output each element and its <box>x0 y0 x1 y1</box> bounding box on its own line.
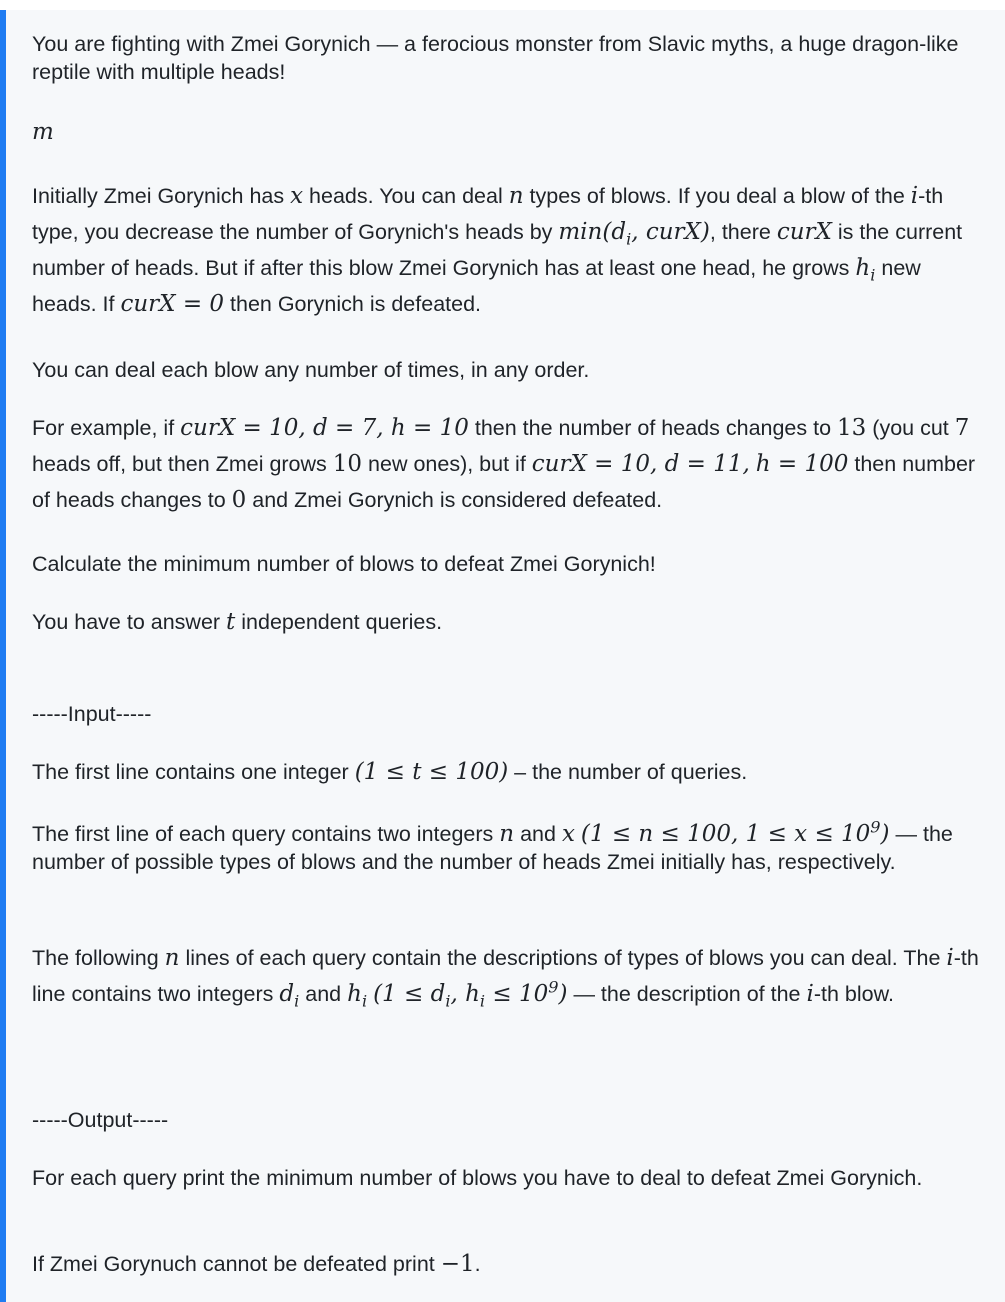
text: -th blow. <box>813 982 894 1006</box>
math: min(d <box>558 219 627 245</box>
text: -th line contains two integers <box>32 946 979 1006</box>
text: then Gorynich is defeated. <box>224 292 482 316</box>
text: then the number of heads changes to <box>468 416 838 440</box>
math: curX <box>776 219 832 245</box>
text: The following <box>32 946 165 970</box>
math: 10 <box>332 451 363 477</box>
math: ) <box>558 981 568 1007</box>
text: You have to answer <box>32 610 227 634</box>
image-alt-text: m <box>32 119 54 145</box>
section-heading: -----Output----- <box>32 1108 169 1132</box>
queries-paragraph <box>32 604 991 640</box>
math: ) <box>880 821 890 847</box>
math-h <box>855 255 876 285</box>
math: i <box>946 945 954 971</box>
math: , curX) <box>631 219 710 245</box>
output-line-1 <box>32 1164 991 1192</box>
text: The first line contains one integer <box>32 760 355 784</box>
text: The first line of each query contains two integers <box>32 822 500 846</box>
math-sub: i <box>445 991 451 1011</box>
rules-paragraph <box>32 178 991 322</box>
math: ≤ 10 <box>485 981 549 1007</box>
math: i <box>806 981 814 1007</box>
text: If Zmei Gorynuch cannot be defeated print <box>32 1252 441 1276</box>
text: — the number of possible types of blows and the number of heads Zmei initially has, respectively. <box>32 822 953 874</box>
input-header <box>32 696 991 732</box>
text: — the description of the <box>567 982 807 1006</box>
math: n <box>508 183 524 209</box>
math: curX = 10, d = 11, <box>531 451 750 477</box>
math: i <box>910 183 919 209</box>
text: For example, if <box>32 416 181 440</box>
math: n <box>164 945 180 971</box>
math-sup: 9 <box>548 977 559 997</box>
math-range <box>373 977 568 1011</box>
text: is the current number of heads. But if after this blow Zmei Gorynich has at least one head, he grows <box>32 220 963 280</box>
math-d <box>279 981 300 1011</box>
text: (you cut <box>866 416 955 440</box>
math: 0 <box>231 487 247 513</box>
output-header <box>32 1102 991 1138</box>
order-paragraph <box>32 352 991 388</box>
text: types of blows. If you deal a blow of the <box>523 184 911 208</box>
math: −1 <box>440 1251 475 1277</box>
text: – the number of queries. <box>508 760 748 784</box>
text: heads. You can deal <box>303 184 509 208</box>
intro-text: You are fighting with Zmei Gorynich — a ferocious monster from Slavic myths, a huge dragon-like reptile with multiple heads! <box>32 32 959 84</box>
math: 13 <box>837 415 867 441</box>
math: d <box>279 981 295 1007</box>
math-sub: i <box>361 991 368 1011</box>
math: , h <box>450 981 480 1007</box>
math: h = 100 <box>755 451 849 477</box>
text: . <box>474 1252 481 1276</box>
math-sub: i <box>870 265 876 285</box>
math: (1 ≤ t ≤ 100) <box>354 759 509 785</box>
problem-statement <box>0 10 1005 1302</box>
text: Initially Zmei Gorynich has <box>32 184 291 208</box>
math-sub: i <box>479 991 486 1011</box>
input-line-3 <box>32 940 991 1012</box>
math: (1 ≤ n ≤ 100, 1 ≤ x ≤ 10 <box>580 821 871 847</box>
math: curX = 10, d = 7, h = 10 <box>180 415 469 441</box>
math-h <box>347 981 368 1011</box>
math: x <box>290 183 304 209</box>
example-paragraph <box>32 410 991 518</box>
text: new ones), but if <box>362 452 532 476</box>
text: -th type, you decrease the number of Gorynich's heads by <box>32 184 944 244</box>
text: You can deal each blow any number of times, in any order. <box>32 358 590 382</box>
math: (1 ≤ d <box>373 981 446 1007</box>
math-sub: i <box>294 991 300 1011</box>
text: Calculate the minimum number of blows to defeat Zmei Gorynich! <box>32 552 656 576</box>
goal-paragraph <box>32 546 991 582</box>
input-line-1 <box>32 754 991 790</box>
math-range <box>580 817 890 847</box>
math: h <box>855 255 871 281</box>
text: and <box>299 982 348 1006</box>
image-placeholder <box>32 114 991 150</box>
math: x <box>561 821 575 847</box>
math: t <box>226 609 236 635</box>
text: and <box>514 822 562 846</box>
math: curX = 0 <box>120 291 225 317</box>
text: independent queries. <box>235 610 443 634</box>
text: , there <box>709 220 777 244</box>
math: n <box>499 821 515 847</box>
text: then number of heads changes to <box>32 452 976 512</box>
math-sup: 9 <box>870 817 881 837</box>
intro-paragraph <box>32 30 991 86</box>
math-sub: i <box>626 229 632 249</box>
output-line-2 <box>32 1246 991 1282</box>
text: and Zmei Gorynich is considered defeated. <box>246 488 663 512</box>
math: 7 <box>954 415 970 441</box>
text: new heads. If <box>32 256 921 316</box>
math-min <box>558 219 710 249</box>
section-heading: -----Input----- <box>32 702 152 726</box>
text: For each query print the minimum number of blows you have to deal to defeat Zmei Gorynich. <box>32 1166 923 1190</box>
input-line-2 <box>32 817 991 876</box>
text: heads off, but then Zmei grows <box>32 452 333 476</box>
text: lines of each query contain the descriptions of types of blows you can deal. The <box>179 946 947 970</box>
math: h <box>347 981 362 1007</box>
